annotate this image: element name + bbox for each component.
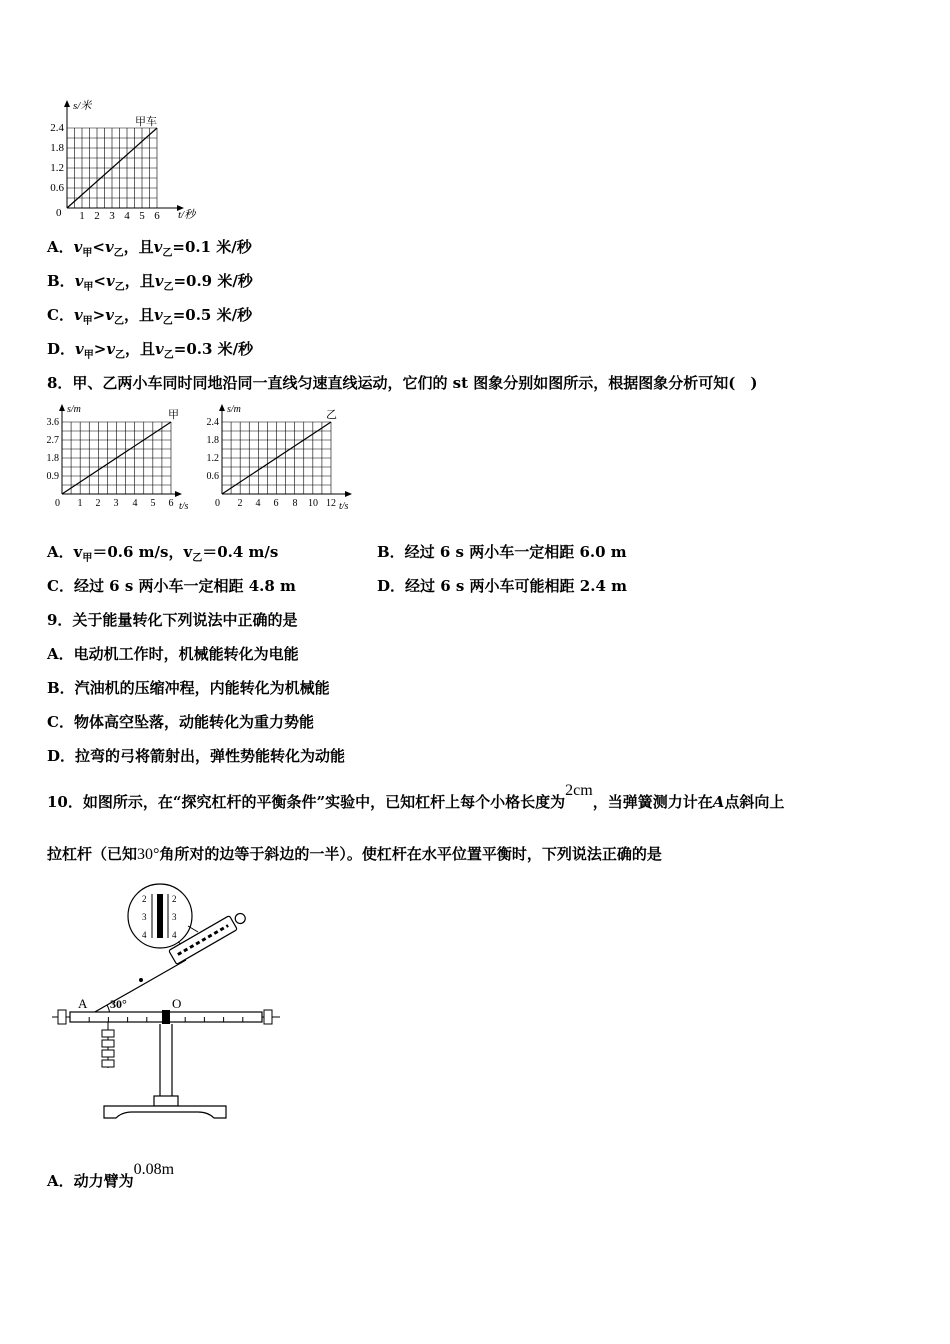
- v-symbol: v: [104, 238, 114, 256]
- right-nut: [264, 1010, 272, 1024]
- text: 拉杠杆（已知: [47, 845, 138, 863]
- weight: [102, 1050, 114, 1057]
- subscript: 乙: [163, 350, 174, 361]
- left-nut: [58, 1010, 66, 1024]
- tick-label: 1: [79, 210, 85, 220]
- tick-label: 8: [292, 498, 298, 509]
- tick-label: 2: [94, 210, 100, 220]
- dial-right-2: 2: [172, 894, 177, 904]
- x-tick-labels: [79, 210, 160, 220]
- dial-right-3: 3: [172, 912, 177, 922]
- v-symbol: v: [105, 272, 115, 290]
- line-label: 甲车: [135, 116, 157, 128]
- stand-clamp: [154, 1096, 178, 1106]
- q9-option-d[interactable]: D．拉弯的弓将箭射出，弹性势能转化为动能: [47, 747, 346, 765]
- v-symbol: v: [153, 306, 163, 324]
- lever-apparatus-figure: [48, 880, 288, 1130]
- dial-right-4: 4: [172, 930, 177, 940]
- tick-label: 2.4: [50, 122, 64, 134]
- tick-label: 0.9: [46, 471, 59, 482]
- tick-label: 5: [139, 210, 145, 220]
- subscript: 乙: [162, 316, 173, 327]
- text: 点斜向上: [724, 793, 785, 811]
- string: [86, 960, 186, 1017]
- value: =0.5 米/秒: [172, 306, 253, 324]
- y-axis-arrow: [219, 404, 225, 411]
- x-tick-labels: [238, 498, 337, 509]
- text: v: [73, 543, 83, 561]
- subscript: 甲: [82, 316, 93, 327]
- tick-label: 6: [273, 498, 279, 509]
- q10-stem-line1: [47, 782, 785, 812]
- operator: <: [92, 238, 105, 256]
- tick-label: 6: [154, 210, 160, 220]
- q7-option-b[interactable]: [47, 270, 253, 293]
- y-axis-arrow: [59, 404, 65, 411]
- x-axis-arrow: [175, 491, 182, 497]
- q8-st-graph-jia: [40, 402, 200, 514]
- q8-stem: 8．甲、乙两小车同时同地沿同一直线匀速直线运动，它们的 st 图象分别如图所示，根据图象分析可知( ): [47, 374, 758, 392]
- subscript: 甲: [83, 282, 94, 293]
- y-axis-arrow: [64, 100, 70, 107]
- dial-pointer: [157, 894, 163, 938]
- connector: ，且: [123, 306, 154, 324]
- stand-base: [104, 1106, 226, 1118]
- v-symbol: v: [155, 340, 164, 358]
- tick-label: 6: [168, 498, 174, 509]
- hook: [139, 978, 143, 982]
- option-letter: A．: [47, 543, 74, 561]
- text: 角所对的边等于斜边的一半）。使杠杆在水平位置平衡时，下列说法正确的是: [159, 845, 662, 863]
- y-axis-label: s/m: [227, 404, 241, 415]
- v-symbol: v: [106, 340, 116, 358]
- option-letter: A．: [47, 238, 74, 256]
- dial-left-4: 4: [142, 930, 147, 940]
- tick-label: 1.2: [206, 453, 219, 464]
- line-label: 甲: [168, 409, 179, 421]
- tick-label: 10: [308, 498, 318, 509]
- tick-label: 3: [113, 498, 119, 509]
- x-tick-labels: [78, 498, 174, 509]
- text: ＝0.4 m/s: [202, 543, 279, 561]
- q8-option-a[interactable]: [47, 541, 278, 564]
- tick-label: 3: [109, 210, 115, 220]
- x-axis-arrow: [345, 491, 352, 497]
- weight: [102, 1030, 114, 1037]
- value: =0.1 米/秒: [172, 238, 252, 256]
- label-o: O: [172, 996, 182, 1011]
- option-letter: B．: [47, 272, 75, 290]
- option-letter: D．: [47, 340, 76, 358]
- text: 10．如图所示，在“探究杠杆的平衡条件”实验中，已知杠杆上每个小格长度为: [47, 793, 566, 811]
- unit-length: 2cm: [565, 782, 593, 799]
- origin-label: 0: [215, 498, 220, 509]
- label-angle: 30°: [110, 997, 127, 1011]
- subscript: 甲: [82, 553, 93, 564]
- y-tick-labels: [47, 417, 60, 482]
- value: =0.3 米/秒: [173, 340, 254, 358]
- subscript: 乙: [163, 282, 174, 293]
- line-label: 乙: [326, 409, 337, 421]
- y-tick-labels: [50, 122, 64, 194]
- q10-option-a[interactable]: [47, 1161, 175, 1191]
- connector: ，且: [124, 272, 155, 290]
- moment-arm-value: 0.08m: [133, 1161, 175, 1178]
- weight: [102, 1040, 114, 1047]
- subscript: 乙: [113, 248, 124, 259]
- q8-option-c[interactable]: C．经过 6 s 两小车一定相距 4.8 m: [47, 577, 296, 595]
- v-symbol: v: [74, 272, 84, 290]
- q8-option-d[interactable]: D．经过 6 s 两小车可能相距 2.4 m: [377, 577, 627, 595]
- tick-label: 1.8: [50, 142, 64, 154]
- tick-label: 2: [237, 498, 243, 509]
- text: ，当弹簧测力计在: [592, 793, 713, 811]
- operator: >: [93, 340, 107, 358]
- origin-label: 0: [56, 207, 62, 219]
- subscript: 乙: [192, 553, 203, 564]
- connector: ，且: [123, 238, 154, 256]
- pivot: [162, 1010, 170, 1024]
- q7-option-a[interactable]: [47, 236, 252, 259]
- tick-label: 1.8: [46, 453, 59, 464]
- tick-label: 0.6: [50, 182, 64, 194]
- tick-label: 4: [124, 210, 130, 220]
- label-a: A: [78, 996, 88, 1011]
- operator: <: [93, 272, 106, 290]
- tick-label: 1: [77, 498, 83, 509]
- y-axis-label: s/m: [67, 404, 81, 415]
- tick-label: 5: [150, 498, 156, 509]
- subscript: 乙: [162, 248, 173, 259]
- subscript: 乙: [115, 350, 126, 361]
- tick-label: 1.8: [206, 435, 219, 446]
- subscript: 甲: [83, 350, 94, 361]
- q7-option-c[interactable]: [47, 304, 252, 327]
- q9-option-b[interactable]: B．汽油机的压缩冲程，内能转化为机械能: [47, 679, 330, 697]
- tick-label: 4: [132, 498, 138, 509]
- subscript: 乙: [113, 316, 124, 327]
- option-letter: C．: [47, 306, 74, 324]
- x-axis-label: t/秒: [178, 209, 196, 220]
- y-tick-labels: [207, 417, 220, 482]
- q9-option-a[interactable]: A．电动机工作时，机械能转化为电能: [47, 645, 299, 663]
- q8-option-b[interactable]: B．经过 6 s 两小车一定相距 6.0 m: [377, 543, 627, 561]
- angle-value: 30°: [137, 846, 160, 863]
- x-axis-label: t/s: [179, 501, 189, 512]
- dial-left-3: 3: [142, 912, 147, 922]
- tick-label: 2: [95, 498, 101, 509]
- operator: >: [92, 306, 106, 324]
- v-symbol: v: [105, 306, 114, 324]
- q8-st-graph-yi: [200, 402, 360, 514]
- origin-label: 0: [55, 498, 60, 509]
- text: ＝0.6 m/s，v: [92, 543, 193, 561]
- text: A．动力臂为: [47, 1172, 134, 1190]
- connector: ，且: [125, 340, 156, 358]
- v-symbol: v: [75, 340, 84, 358]
- q9-option-c[interactable]: C．物体高空坠落，动能转化为重力势能: [47, 713, 314, 731]
- tick-label: 0.6: [206, 471, 219, 482]
- v-symbol: v: [153, 238, 163, 256]
- v-symbol: v: [154, 272, 164, 290]
- tick-label: 2.7: [46, 435, 59, 446]
- x-axis-label: t/s: [339, 501, 349, 512]
- y-axis-label: s/米: [73, 100, 92, 112]
- point-a: A: [712, 793, 725, 811]
- subscript: 甲: [82, 248, 93, 259]
- tick-label: 3.6: [46, 417, 59, 428]
- weight: [102, 1060, 114, 1067]
- dial-left-2: 2: [142, 894, 147, 904]
- tick-label: 12: [326, 498, 336, 509]
- q9-stem: 9．关于能量转化下列说法中正确的是: [47, 611, 298, 629]
- tick-label: 1.2: [50, 162, 64, 174]
- v-symbol: v: [73, 238, 83, 256]
- q7-option-d[interactable]: [47, 338, 253, 361]
- v-symbol: v: [73, 306, 83, 324]
- tick-label: 2.4: [206, 417, 219, 428]
- tick-label: 4: [255, 498, 261, 509]
- q10-stem-line2: [47, 843, 662, 864]
- value: =0.9 米/秒: [173, 272, 253, 290]
- q7-st-graph: [40, 98, 215, 220]
- subscript: 乙: [114, 282, 125, 293]
